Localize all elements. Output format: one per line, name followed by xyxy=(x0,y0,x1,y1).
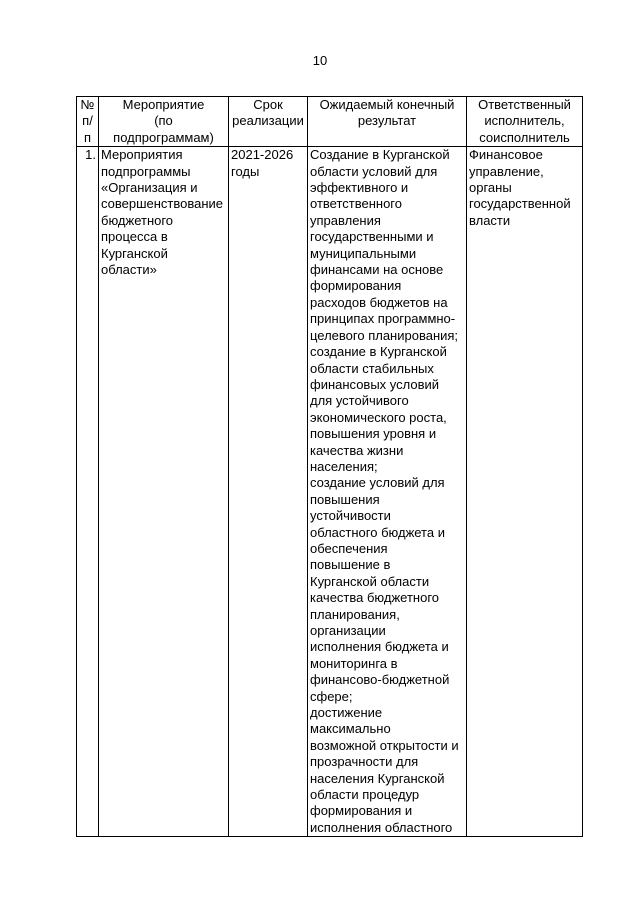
header-term xyxy=(229,97,308,147)
row-result: Создание в Курганской области условий для эффективного и ответственного управления государственными и муниципальными финансами на основе формирования расходов бюджетов на принципах программно- целевого планирования; создание в Курганской области стабильных финансовых условий для устойчивого экономического роста, повышения уровня и качества жизни населения; создание условий для повышения устойчивости областного бюджета и обеспечения повышение в Курганской области качества бюджетного планирования, организации исполнения бюджета и мониторинга в финансово-бюджетной сфере; достижение максимально возможной открытости и прозрачности для населения Курганской области процедур формирования и исполнения областного xyxy=(310,147,459,835)
cell-result xyxy=(308,147,467,837)
page-number: 10 xyxy=(312,53,328,68)
header-term-label: Срок реализации xyxy=(232,97,304,129)
cell-num xyxy=(77,147,99,837)
header-responsible-label: Ответственный исполнитель, соисполнитель xyxy=(478,97,571,145)
cell-term xyxy=(229,147,308,837)
table-row xyxy=(77,147,583,837)
header-num-label: № п/п xyxy=(80,97,95,145)
header-event xyxy=(99,97,229,147)
row-responsible: Финансовое управление, органы государственной власти xyxy=(469,147,571,228)
table-header-row xyxy=(77,97,583,147)
header-result xyxy=(308,97,467,147)
events-table xyxy=(76,96,583,837)
header-responsible xyxy=(467,97,583,147)
header-event-label: Мероприятие (по подпрограммам) xyxy=(113,97,214,145)
cell-event xyxy=(99,147,229,837)
row-num: 1. xyxy=(85,147,96,163)
row-event: Мероприятия подпрограммы «Организация и совершенствование бюджетного процесса в Курганской области» xyxy=(101,147,224,278)
cell-responsible xyxy=(467,147,583,837)
header-result-label: Ожидаемый конечный результат xyxy=(319,97,455,129)
header-num xyxy=(77,97,99,147)
row-term: 2021-2026 годы xyxy=(231,147,294,179)
